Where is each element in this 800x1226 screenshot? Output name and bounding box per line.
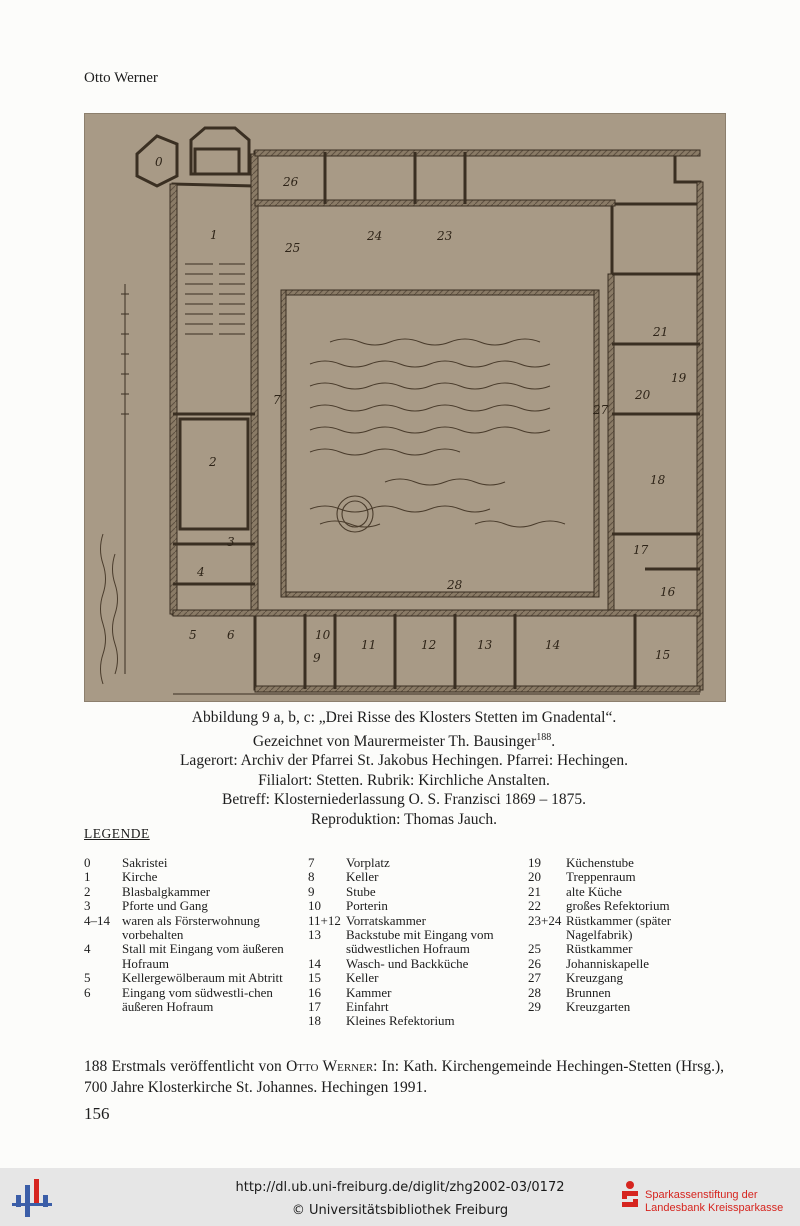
room-label: 18 <box>650 473 666 487</box>
legend-entry-text: Rüstkammer (später Nagelfabrik) <box>566 912 672 943</box>
legend-entry-text: alte Küche <box>566 883 622 899</box>
room-label: 27 <box>593 403 609 417</box>
room-label: 10 <box>315 628 331 642</box>
caption-line: Gezeichnet von Maurermeister Th. Bausinger$^{188}$. <box>252 731 556 750</box>
legend-entry <box>528 885 724 899</box>
room-label: 17 <box>633 543 649 557</box>
legend-column-1 <box>84 856 294 1014</box>
legend-entry-number: 10 <box>308 898 321 914</box>
legend-entry-text: Kammer <box>346 984 392 1000</box>
legend-entry-text: Rüstkammer <box>566 941 633 957</box>
legend-entry-number: 3 <box>84 898 91 914</box>
footnote-ref[interactable]: 188 <box>536 731 552 743</box>
legend-entry-text: Stube <box>346 883 376 899</box>
legend-entry-number: 17 <box>308 999 321 1015</box>
room-label: 28 <box>447 578 463 592</box>
legend-entry-number: 13 <box>308 927 321 943</box>
legend-entry-text: Porterin <box>346 898 388 914</box>
legend-entry <box>308 1014 518 1028</box>
legend-entry-number: 8 <box>308 869 315 885</box>
legend-entry <box>308 885 518 899</box>
legend-entry-number: 29 <box>528 999 541 1015</box>
document-url-link[interactable]: http://dl.ub.uni-freiburg.de/diglit/zhg2002-03/0172 <box>235 1180 565 1195</box>
room-label: 21 <box>653 325 669 339</box>
legend-entry-text: Stall mit Eingang vom äußeren Hofraum <box>122 941 284 971</box>
legend-entry <box>528 870 724 884</box>
legend-entry-text: Pforte und Gang <box>122 898 208 914</box>
legend-entry-number: 9 <box>308 883 315 899</box>
legend-entry-number: 4 <box>84 941 91 957</box>
legend-entry <box>528 856 724 870</box>
legend-entry-text: Kirche <box>122 869 158 885</box>
room-label: 6 <box>227 628 235 642</box>
room-label: 14 <box>545 638 561 652</box>
room-label: 4 <box>197 565 205 579</box>
room-label: 13 <box>477 638 493 652</box>
room-label: 2 <box>209 455 217 469</box>
legend-entry-number: 22 <box>528 898 541 914</box>
legend-entry-text: Küchenstube <box>566 855 634 870</box>
room-label: 9 <box>313 651 321 665</box>
legend-entry <box>528 957 724 971</box>
legend-entry-text: waren als Försterwohnung vorbehalten <box>122 912 260 943</box>
legend-entry-number: 23+24 <box>528 912 562 928</box>
room-label: 23 <box>437 229 453 243</box>
legend-entry-text: Einfahrt <box>346 999 389 1015</box>
legend-entry-text: Kreuzgarten <box>566 999 631 1015</box>
room-label: 11 <box>361 638 377 652</box>
legend-entry-text: Vorratskammer <box>346 912 426 928</box>
page-number: 156 <box>84 1104 110 1123</box>
room-label: 12 <box>421 638 437 652</box>
legend-entry-number: 5 <box>84 970 91 986</box>
room-label: 7 <box>273 393 281 407</box>
legend-entry-text: Sakristei <box>122 855 168 870</box>
legend-entry-text: Treppenraum <box>566 869 636 885</box>
caption-line: Lagerort: Archiv der Pfarrei St. Jakobus Hechingen. Pfarrei: Hechingen. <box>179 752 629 770</box>
room-label: 24 <box>367 229 383 243</box>
legend-entry-text: Eingang vom südwestli-chen äußeren Hofraum <box>122 984 273 1015</box>
legend-entry <box>84 986 294 1015</box>
figure-caption <box>84 708 724 829</box>
legend-entry-number: 27 <box>528 970 541 986</box>
footnote-number: 188 <box>84 1058 108 1075</box>
legend-entry-text: großes Refektorium <box>566 898 670 914</box>
footnote-author: Otto Werner <box>286 1058 374 1075</box>
legend-entry <box>308 899 518 913</box>
legend-entry <box>84 942 294 971</box>
footnote <box>84 1056 724 1098</box>
floor-plan-figure <box>84 113 726 702</box>
legend-entry-number: 0 <box>84 855 91 870</box>
room-label: 15 <box>655 648 671 662</box>
room-label: 3 <box>227 535 235 549</box>
legend-entry-number: 20 <box>528 869 541 885</box>
legend-entry <box>308 870 518 884</box>
floor-plan-drawing <box>85 114 725 701</box>
legend-entry-text: Blasbalgkammer <box>122 883 211 899</box>
copyright-notice: © Universitätsbibliothek Freiburg <box>291 1203 509 1218</box>
legend-entry <box>528 986 724 1000</box>
sparkasse-logo-icon <box>620 1180 640 1208</box>
room-label: 16 <box>660 585 676 599</box>
legend-entry-number: 2 <box>84 883 91 899</box>
legend-column-3 <box>528 856 724 1014</box>
legend-entry-text: Wasch- und Backküche <box>346 955 469 971</box>
legend-entry-number: 6 <box>84 984 91 1000</box>
legend-entry-number: 7 <box>308 855 315 870</box>
legend-entry-number: 19 <box>528 855 541 870</box>
room-label: 1 <box>210 228 218 242</box>
legend-entry <box>308 986 518 1000</box>
room-label: 25 <box>285 241 301 255</box>
legend-entry <box>308 1000 518 1014</box>
legend-entry-number: 25 <box>528 941 541 957</box>
caption-line: Betreff: Klosterniederlassung O. S. Franzisci 1869 – 1875. <box>222 791 586 809</box>
legend-entry <box>308 957 518 971</box>
legend-entry <box>528 942 724 956</box>
room-label: 5 <box>189 628 197 642</box>
legend-entry <box>308 914 518 928</box>
caption-line: Reproduktion: Thomas Jauch. <box>310 810 498 828</box>
legend-entry-number: 28 <box>528 984 541 1000</box>
footnote-text: : In: Kath. Kirchengemeinde Hechingen-Stetten (Hrsg.), 700 Jahre Klosterkirche St. Johannes. Hechingen 1991. <box>84 1058 724 1096</box>
legend-entry-number: 15 <box>308 970 321 986</box>
legend-entry <box>528 1000 724 1014</box>
room-label: 19 <box>671 371 687 385</box>
room-label: 26 <box>283 175 299 189</box>
room-label: 0 <box>155 155 163 169</box>
legend-entry-number: 4–14 <box>84 912 110 928</box>
legend-entry-number: 14 <box>308 955 321 971</box>
legend-entry <box>84 885 294 899</box>
legend-entry-text: Keller <box>346 970 379 986</box>
legend-entry-text: Vorplatz <box>346 855 390 870</box>
legend-entry-number: 18 <box>308 1013 321 1029</box>
legend-entry-number: 16 <box>308 984 321 1000</box>
legend-entry <box>308 856 518 870</box>
legend-entry-number: 26 <box>528 955 541 971</box>
legend-entry <box>308 928 518 957</box>
sponsor-text <box>645 1189 783 1215</box>
legend-entry <box>84 971 294 985</box>
caption-line: Abbildung 9 a, b, c: „Drei Risse des Klosters Stetten im Gnadental“. <box>191 709 617 726</box>
legend-entry <box>308 971 518 985</box>
legend-entry-text: Kreuzgang <box>566 970 624 986</box>
legend-entry-number: 11+12 <box>308 912 341 928</box>
legend-entry-text: Keller <box>346 869 379 885</box>
university-library-logo <box>12 1177 52 1219</box>
legend-entry-text: Backstube mit Eingang vom südwestlichen Hofraum <box>346 927 494 957</box>
legend-entry <box>84 914 294 943</box>
footnote-text: Erstmals veröffentlicht von <box>111 1058 282 1075</box>
legend-entry <box>84 899 294 913</box>
legend-entry-number: 21 <box>528 883 541 899</box>
legend-column-2 <box>308 856 518 1029</box>
legend-entry <box>528 971 724 985</box>
legend-entry <box>84 870 294 884</box>
legend-entry <box>84 856 294 870</box>
legend-entry <box>528 899 724 913</box>
caption-line: Filialort: Stetten. Rubrik: Kirchliche Anstalten. <box>258 771 550 789</box>
sponsor-line: Landesbank Kreissparkasse <box>645 1202 784 1214</box>
legend-entry-text: Kellergewölberaum mit Abtritt <box>122 970 283 986</box>
sponsor-line: Sparkassenstiftung der <box>645 1189 758 1201</box>
running-header-author: Otto Werner <box>84 70 158 86</box>
legend-entry-text: Brunnen <box>566 984 611 1000</box>
legend-entry-number: 1 <box>84 869 91 885</box>
room-label: 20 <box>635 388 651 402</box>
legend-entry <box>528 914 724 943</box>
legend-title: LEGENDE <box>84 826 150 841</box>
legend-entry-text: Kleines Refektorium <box>346 1013 455 1029</box>
legend-entry-text: Johanniskapelle <box>566 955 650 971</box>
